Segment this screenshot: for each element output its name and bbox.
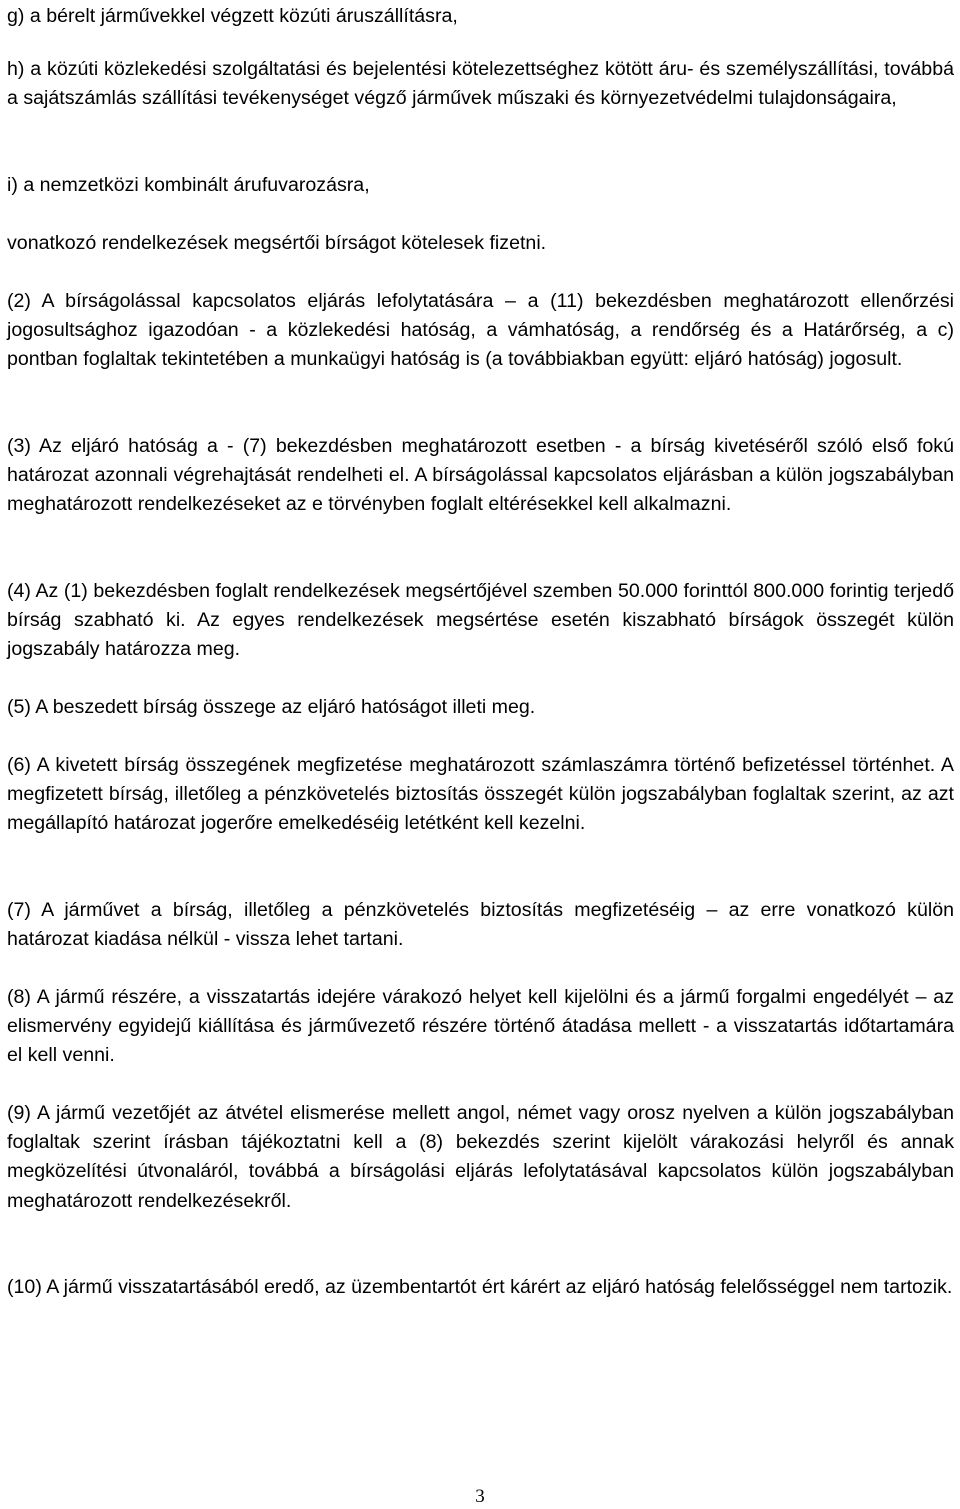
paragraph-8: (8) A jármű részére, a visszatartás idejére várakozó helyet kell kijelölni és a jármű forgalmi engedélyét – az elismervény egyidejű kiállítása és járművezető részére történő átadása mellett - a visszatartás időtartamára el kell venni. (7, 986, 954, 1067)
paragraph-4: (4) Az (1) bekezdésben foglalt rendelkezések megsértőjével szemben 50.000 forinttól 800.000 forintig terjedő bírság szabható ki. Az egyes rendelkezések megsértése esetén kiszabható bírságok összegét külön jogszabály határozza meg. (7, 580, 954, 661)
paragraph-vonatkozo: vonatkozó rendelkezések megsértői bírságot kötelesek fizetni. (7, 232, 547, 254)
paragraph-7: (7) A járművet a bírság, illetőleg a pénzkövetelés biztosítás megfizetéséig – az erre vonatkozó külön határozat kiadása nélkül - vissza lehet tartani. (7, 899, 954, 951)
paragraph-5: (5) A beszedett bírság összege az eljáró hatóságot illeti meg. (7, 696, 536, 718)
paragraph-2: (2) A bírságolással kapcsolatos eljárás lefolytatására – a (11) bekezdésben meghatározott ellenőrzési jogosultsághoz igazodóan - a közlekedési hatóság, a vámhatóság, a rendőrség és a Határőrség, a c) pontban foglaltak tekintetében a munkaügyi hatóság is (a továbbiakban együtt: eljáró hatóság) jogosult. (7, 290, 954, 371)
paragraph-10: (10) A jármű visszatartásából eredő, az üzembentartót ért kárért az eljáró hatóság felelősséggel nem tartozik. (7, 1276, 953, 1298)
paragraph-g: g) a bérelt járművekkel végzett közúti áruszállításra, (7, 5, 458, 27)
paragraph-6: (6) A kivetett bírság összegének megfizetése meghatározott számlaszámra történő befizetéssel történhet. A megfizetett bírság, illetőleg a pénzkövetelés biztosítás összegét külön jogszabályban foglaltak szerint, az azt megállapító határozat jogerőre emelkedéséig letétként kell kezelni. (7, 754, 954, 835)
page-number: 3 (475, 1486, 485, 1507)
paragraph-i: i) a nemzetközi kombinált árufuvarozásra, (7, 174, 370, 196)
paragraph-3: (3) Az eljáró hatóság a - (7) bekezdésben meghatározott esetben - a bírság kivetéséről szóló első fokú határozat azonnali végrehajtását rendelheti el. A bírságolással kapcsolatos eljárásban a külön jogszabályban meghatározott rendelkezéseket az e törvényben foglalt eltérésekkel kell alkalmazni. (7, 435, 954, 516)
paragraph-9: (9) A jármű vezetőjét az átvétel elismerése mellett angol, német vagy orosz nyelven a külön jogszabályban foglaltak szerint írásban tájékoztatni kell a (8) bekezdés szerint kijelölt várakozási helyről és annak megközelítési útvonaláról, továbbá a bírságolási eljárás lefolytatásával kapcsolatos külön jogszabályban meghatározott rendelkezésekről. (7, 1102, 954, 1212)
paragraph-h: h) a közúti közlekedési szolgáltatási és bejelentési kötelezettséghez kötött áru- és személyszállítási, továbbá a sajátszámlás szállítási tevékenységet végző járművek műszaki és környezetvédelmi tulajdonságaira, (7, 58, 954, 110)
